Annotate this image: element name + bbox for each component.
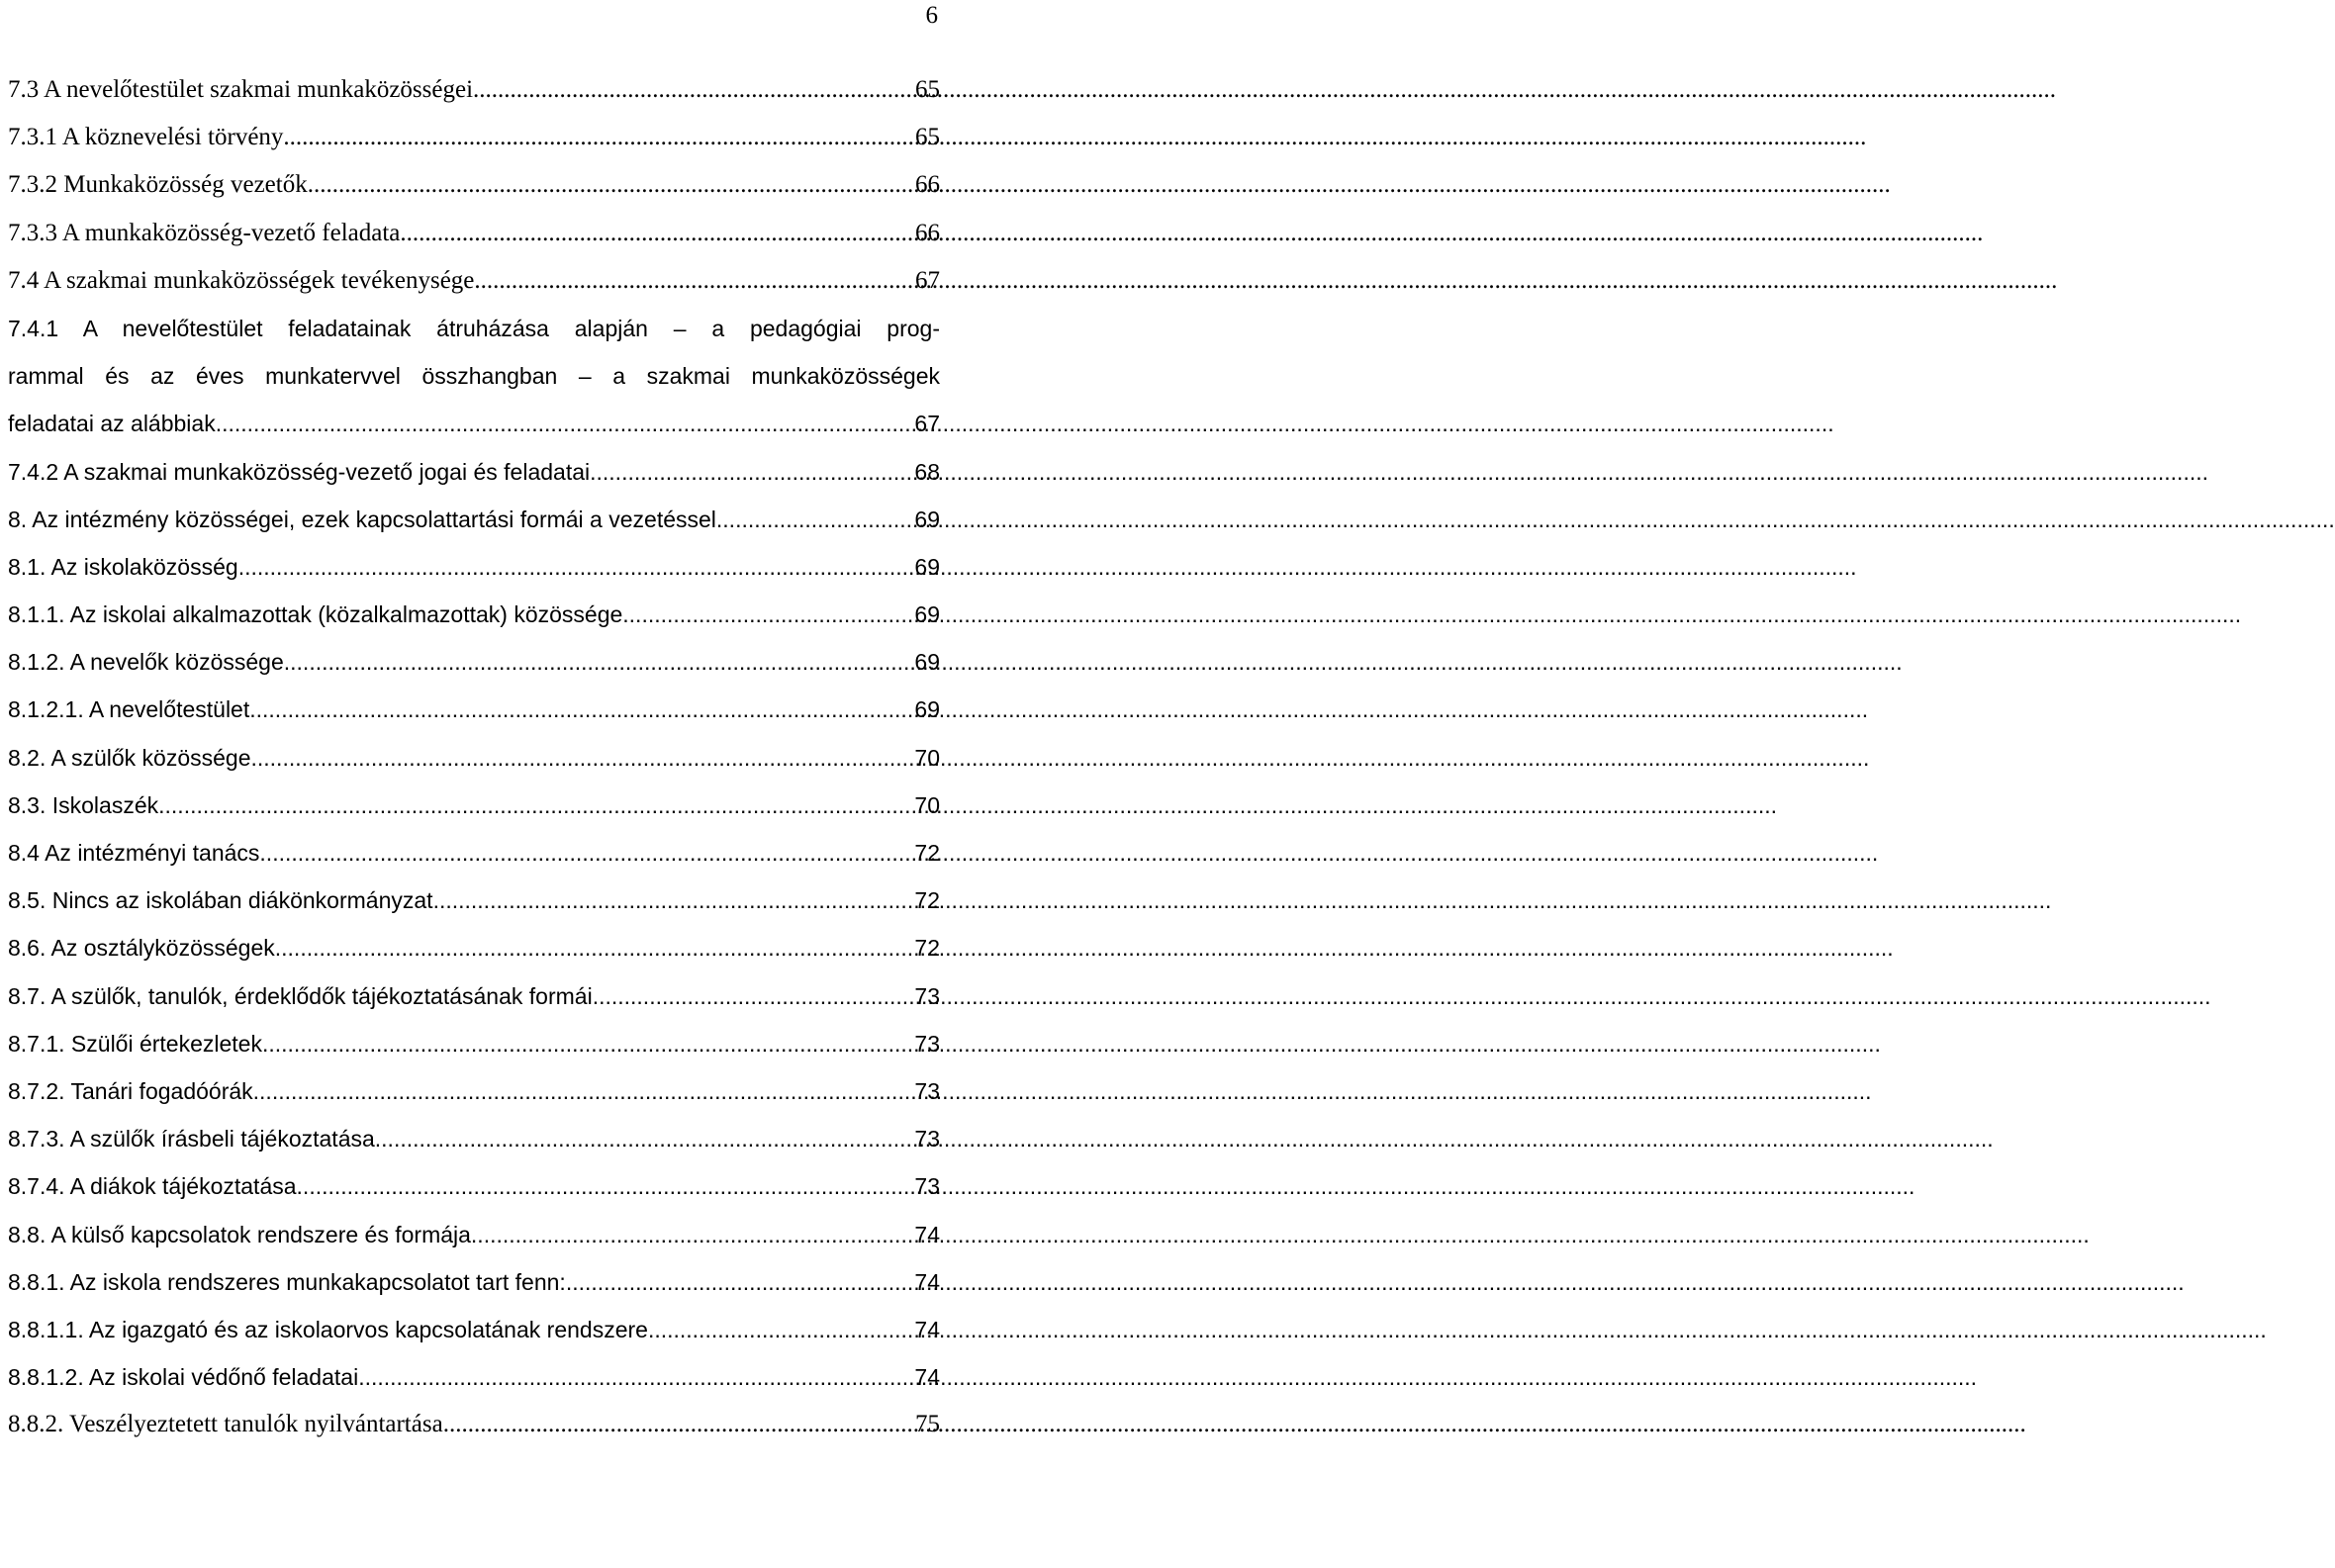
toc-entry-8-7-3[interactable] <box>8 1115 940 1162</box>
toc-entry-7-3[interactable] <box>8 66 940 114</box>
toc-leader-dots <box>590 448 914 496</box>
toc-entry-title: 8.1.1. Az iskolai alkalmazottak (közalkalmazottak) közössége <box>8 601 623 628</box>
toc-entry-page: 73 <box>914 982 940 1009</box>
toc-entry-8-7-2[interactable] <box>8 1067 940 1115</box>
toc-entry-page: 65 <box>915 124 940 151</box>
toc-entry-title: 8.8.1.2. Az iskolai védőnő feladatai <box>8 1364 359 1391</box>
toc-entry-7-4-2[interactable] <box>8 448 940 496</box>
toc-leader-dots <box>262 1020 914 1067</box>
table-of-contents <box>8 66 940 1448</box>
toc-leader-dots <box>400 210 915 257</box>
toc-entry-title: 7.4 A szakmai munkaközösségek tevékenysége <box>8 266 475 294</box>
toc-leader-dots <box>716 496 915 543</box>
toc-entry-title: 8.7.2. Tanári fogadóórák <box>8 1077 253 1104</box>
toc-entry-8-4[interactable] <box>8 829 940 876</box>
toc-entry-title: 8.8. A külső kapcsolatok rendszere és formája <box>8 1221 471 1247</box>
toc-leader-dots <box>158 782 914 829</box>
toc-entry-title-line-3: feladatai az alábbiak <box>8 411 216 437</box>
toc-entry-7-3-3[interactable] <box>8 210 940 257</box>
toc-leader-dots <box>566 1258 915 1306</box>
toc-entry-8-5[interactable] <box>8 876 940 924</box>
toc-entry-page: 74 <box>914 1316 940 1342</box>
toc-entry-title: 8.8.2. Veszélyeztetett tanulók nyilvántartása <box>8 1411 443 1438</box>
toc-leader-dots <box>238 543 915 591</box>
toc-leader-dots <box>259 829 914 876</box>
toc-entry-8-3[interactable] <box>8 782 940 829</box>
toc-entry-8-1-2-1[interactable] <box>8 686 940 733</box>
toc-entry-8-8[interactable] <box>8 1211 940 1258</box>
toc-entry-8-7[interactable] <box>8 972 940 1020</box>
page-number: 6 <box>925 2 938 29</box>
toc-entry-page: 69 <box>914 601 940 628</box>
toc-leader-dots <box>275 924 915 971</box>
toc-entry-page: 65 <box>915 76 940 103</box>
toc-entry-title: 8.6. Az osztályközösségek <box>8 935 275 962</box>
toc-entry-8-1-2[interactable] <box>8 638 940 686</box>
toc-entry-title: 7.3.3 A munkaközösség-vezető feladata <box>8 219 401 246</box>
toc-entry-8-7-1[interactable] <box>8 1020 940 1067</box>
toc-entry-page: 73 <box>914 1077 940 1104</box>
toc-entry-title: 8.1.2.1. A nevelőtestület <box>8 696 250 723</box>
toc-leader-dots <box>283 114 915 161</box>
toc-entry-title: 8.7.1. Szülői értekezletek <box>8 1030 262 1057</box>
toc-entry-7-3-2[interactable] <box>8 161 940 209</box>
toc-leader-dots <box>375 1115 915 1162</box>
toc-entry-8-1[interactable] <box>8 543 940 591</box>
toc-leader-dots <box>253 1067 915 1115</box>
toc-entry-8-2[interactable] <box>8 734 940 782</box>
toc-entry-page: 70 <box>914 791 940 818</box>
toc-entry-title-line-1: 7.4.1 A nevelőtestület feladatainak átruházása alapján – a pedagógiai prog- <box>8 315 940 341</box>
toc-entry-8-8-1-2[interactable] <box>8 1353 940 1401</box>
toc-entry-page: 69 <box>914 506 940 532</box>
toc-entry-title: 8.5. Nincs az iskolában diákönkormányzat <box>8 887 433 914</box>
toc-entry-title: 8.7.3. A szülők írásbeli tájékoztatása <box>8 1126 375 1153</box>
toc-entry-page: 69 <box>914 696 940 723</box>
toc-leader-dots <box>308 161 915 209</box>
toc-entry-page: 70 <box>914 744 940 771</box>
toc-leader-dots <box>358 1353 914 1401</box>
toc-entry-page: 66 <box>915 171 940 199</box>
toc-leader-dots <box>216 400 915 447</box>
toc-entry-page: 66 <box>915 219 940 246</box>
toc-leader-dots <box>284 638 915 686</box>
toc-leader-dots <box>622 591 914 638</box>
toc-entry-title: 7.3 A nevelőtestület szakmai munkaközösségei <box>8 76 474 103</box>
toc-entry-page: 73 <box>914 1173 940 1200</box>
toc-leader-dots <box>433 876 915 924</box>
toc-entry-8-8-1[interactable] <box>8 1258 940 1306</box>
toc-entry-page: 74 <box>914 1364 940 1391</box>
toc-entry-title: 8.7.4. A diákok tájékoztatása <box>8 1173 297 1200</box>
toc-entry-page: 67 <box>914 411 940 437</box>
toc-entry-title: 7.3.1 A köznevelési törvény <box>8 124 284 151</box>
toc-entry-page: 72 <box>914 840 940 866</box>
toc-leader-dots <box>471 1211 914 1258</box>
toc-entry-page: 69 <box>914 553 940 580</box>
toc-entry-page: 73 <box>914 1126 940 1153</box>
toc-leader-dots <box>473 66 915 114</box>
toc-entry-8-8-2[interactable] <box>8 1401 940 1448</box>
toc-entry-page: 69 <box>914 649 940 676</box>
toc-entry-title: 8.1. Az iskolaközösség <box>8 553 238 580</box>
toc-entry-title: 8.7. A szülők, tanulók, érdeklődők tájékoztatásának formái <box>8 982 593 1009</box>
toc-entry-title: 8.1.2. A nevelők közössége <box>8 649 284 676</box>
toc-entry-7-3-1[interactable] <box>8 114 940 161</box>
toc-entry-title: 8.3. Iskolaszék <box>8 791 159 818</box>
toc-entry-7-4-1[interactable] <box>8 305 940 448</box>
toc-entry-7-4[interactable] <box>8 257 940 305</box>
toc-leader-dots <box>443 1401 915 1448</box>
toc-entry-8-6[interactable] <box>8 924 940 971</box>
toc-entry-8[interactable] <box>8 496 940 543</box>
toc-leader-dots <box>249 686 914 733</box>
toc-entry-page: 75 <box>915 1411 940 1438</box>
toc-entry-8-8-1-1[interactable] <box>8 1306 940 1353</box>
toc-entry-page: 74 <box>914 1221 940 1247</box>
toc-entry-title-line-2: rammal és az éves munkatervvel összhangban – a szakmai munkaközösségek <box>8 363 940 390</box>
toc-entry-title: 8.2. A szülők közössége <box>8 744 251 771</box>
toc-entry-page: 73 <box>914 1030 940 1057</box>
toc-leader-dots <box>593 972 915 1020</box>
toc-entry-last-line <box>8 400 940 447</box>
toc-leader-dots <box>297 1162 915 1210</box>
toc-leader-dots <box>251 734 915 782</box>
toc-entry-page: 67 <box>915 266 940 294</box>
toc-entry-page: 72 <box>914 887 940 914</box>
toc-entry-8-1-1[interactable] <box>8 591 940 638</box>
toc-entry-8-7-4[interactable] <box>8 1162 940 1210</box>
toc-entry-page: 72 <box>914 935 940 962</box>
toc-entry-title: 8.4 Az intézményi tanács <box>8 840 260 866</box>
toc-entry-page: 68 <box>914 458 940 485</box>
toc-entry-title: 7.4.2 A szakmai munkaközösség-vezető jogai és feladatai <box>8 458 591 485</box>
toc-entry-title: 8.8.1.1. Az igazgató és az iskolaorvos kapcsolatának rendszere <box>8 1316 648 1342</box>
toc-entry-title: 7.3.2 Munkaközösség vezetők <box>8 171 308 199</box>
toc-entry-page: 74 <box>914 1268 940 1295</box>
toc-leader-dots <box>648 1306 914 1353</box>
toc-entry-title: 8.8.1. Az iskola rendszeres munkakapcsolatot tart fenn: <box>8 1268 566 1295</box>
toc-leader-dots <box>474 257 915 305</box>
toc-entry-title: 8. Az intézmény közösségei, ezek kapcsolattartási formái a vezetéssel <box>8 506 716 532</box>
